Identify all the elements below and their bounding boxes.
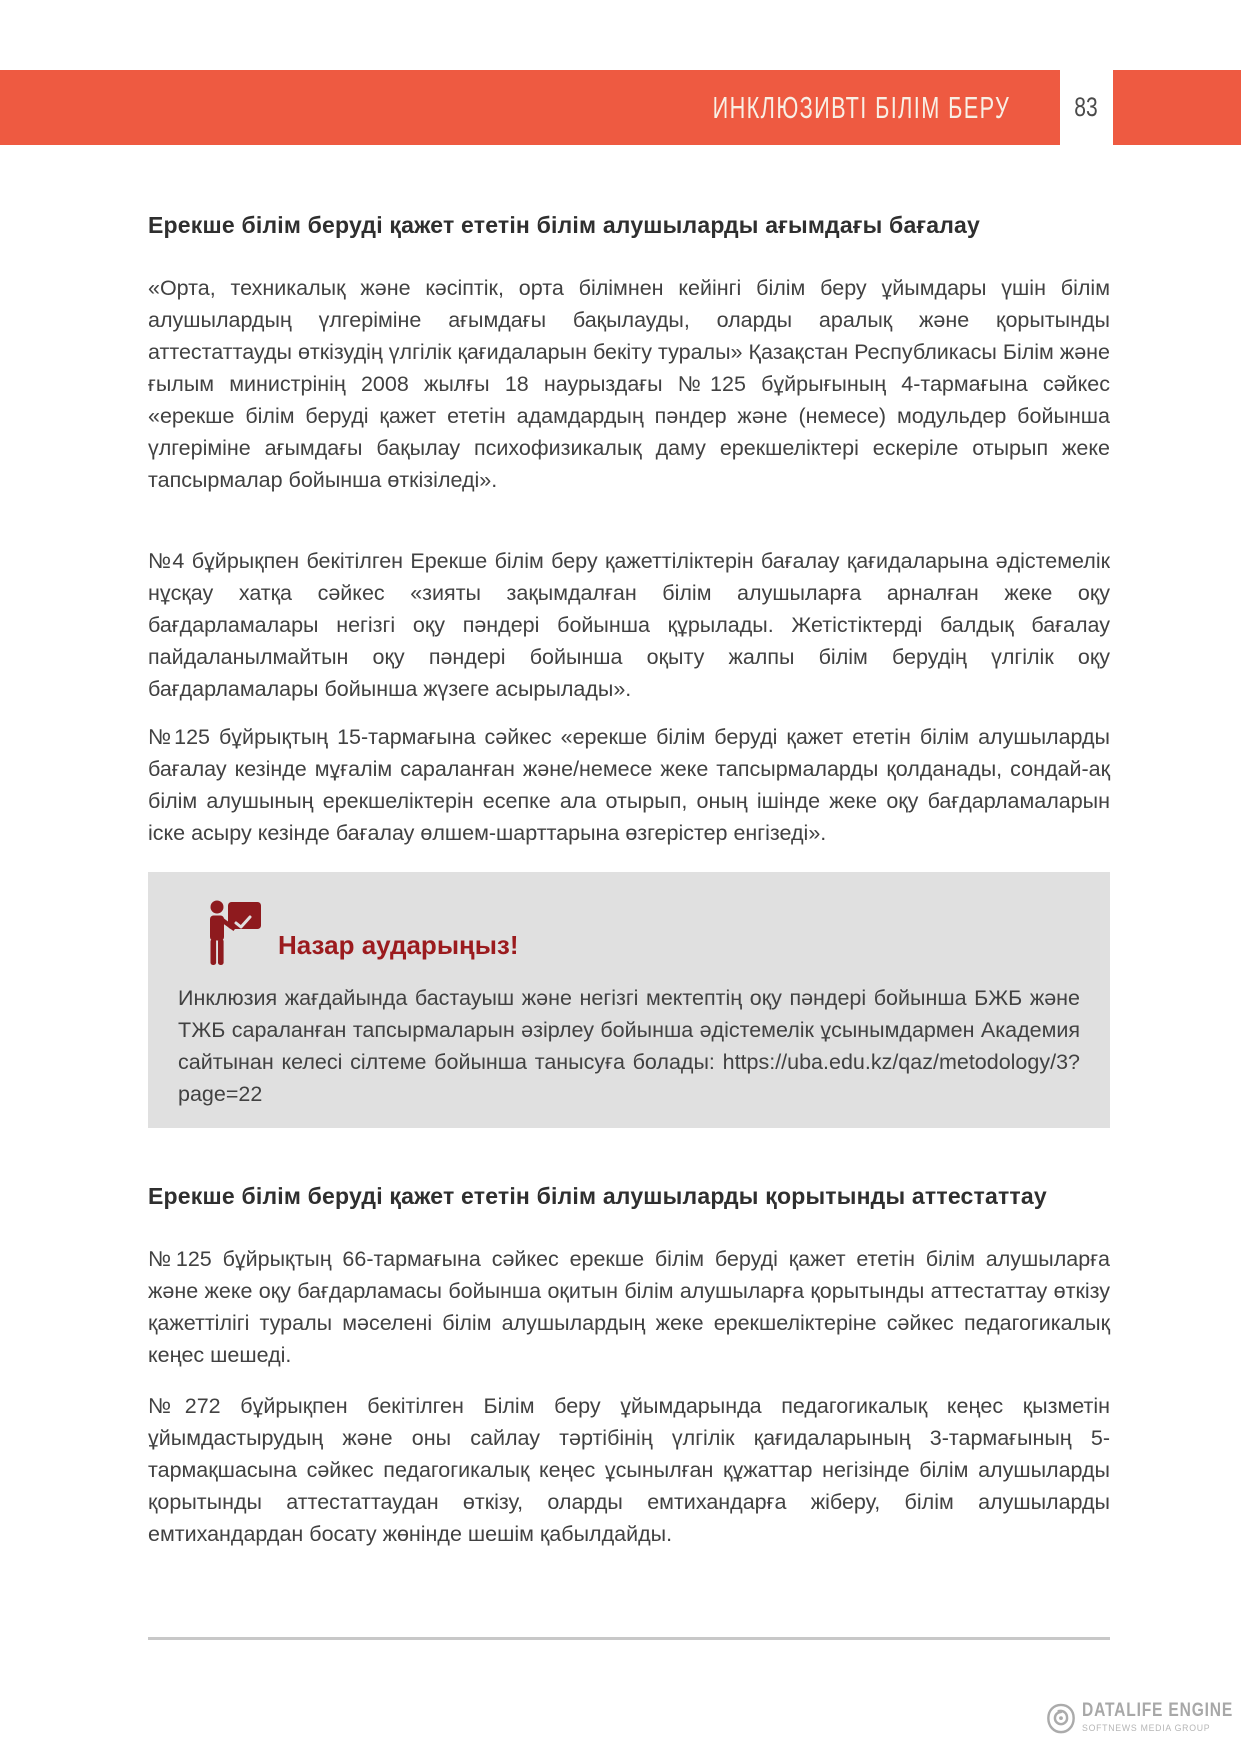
body-paragraph: «Орта, техникалық және кәсіптік, орта білімнен кейінгі білім беру ұйымдары үшін білім алушылардың үлгеріміне ағымдағы бақылауды, оларды аралық және қорытынды аттестаттауды өткізудің үлгілік қағидаларын бекіту туралы» Қазақстан Республикасы Білім және ғылым министрінің 2008 жылғы 18 наурыздағы №125 бұйрығының 4-тармағына сәйкес «ерекше білім беруді қажет ететін адамдардың пәндер және (немесе) модульдер бойынша үлгеріміне ағымдағы бақылау психофизикалық даму ерекшеліктері ескеріле отырып жеке тапсырмалар бойынша өткізіледі». [148, 276, 1110, 492]
footer-logo-subtitle: SOFTNEWS MEDIA GROUP [1082, 1723, 1211, 1734]
datalife-engine-logo-icon [1046, 1702, 1076, 1736]
footer-divider [148, 1637, 1110, 1640]
chapter-title: ИНКЛЮЗИВТІ БІЛІМ БЕРУ [712, 89, 1010, 125]
page-header [0, 70, 1241, 145]
teacher-presenter-icon [205, 900, 261, 966]
header-orange-band [0, 70, 1060, 145]
section-heading-current-assessment: Ерекше білім беруді қажет ететін білім алушыларды ағымдағы бағалау [148, 212, 981, 238]
section-heading-final-attestation: Ерекше білім беруді қажет ететін білім алушыларды қорытынды аттестаттау [148, 1183, 1047, 1209]
datalife-engine-logo [1046, 1701, 1241, 1736]
body-paragraph: №125 бұйрықтың 15-тармағына сәйкес «ерекше білім беруді қажет ететін білім алушыларды бағалау кезінде мұғалім сараланған және/немесе жеке тапсырмаларды қолданады, сондай-ақ білім алушының ерекшеліктерін есепке ала отырып, оның ішінде жеке оқу бағдарламаларын іске асыру кезінде бағалау өлшем-шарттарына өзгерістер енгізеді». [148, 725, 1110, 845]
footer-logo-title: DATALIFE ENGINE [1082, 1700, 1234, 1721]
body-paragraph: №272 бұйрықпен бекітілген Білім беру ұйымдарында педагогикалық кеңес қызметін ұйымдастырудың және оны сайлау тәртібінің үлгілік қағидаларының 3-тармағының 5-тармақшасына сәйкес педагогикалық кеңес ұсынылған құжаттар негізінде білім алушыларды қорытынды аттестаттаудан өткізу, оларды емтихандарға жіберу, білім алушыларды емтихандардан босату жөнінде шешім қабылдайды. [148, 1394, 1110, 1546]
body-paragraph: №125 бұйрықтың 66-тармағына сәйкес ерекше білім беруді қажет ететін білім алушыларға және жеке оқу бағдарламасы бойынша оқитын білім алушыларға қорытынды аттестаттау өткізу қажеттілігі туралы мәселені білім алушылардың жеке ерекшеліктеріне сәйкес педагогикалық кеңес шешеді. [148, 1247, 1110, 1367]
page-number-box [1060, 70, 1113, 145]
footer-logo-text [1082, 1701, 1241, 1734]
callout-body-text: Инклюзия жағдайында бастауыш және негізгі мектептің оқу пәндері бойынша БЖБ және ТЖБ сараланған тапсырмаларын әзірлеу бойынша әдістемелік ұсынымдармен Академия сайтынан келесі сілтеме бойынша танысуға болады: https://uba.edu.kz/qaz/metodology/3?page=22 [178, 986, 1080, 1106]
page-number: 83 [1074, 92, 1099, 122]
callout-title: Назар аударыңыз! [278, 930, 519, 960]
header-orange-band-right [1113, 70, 1241, 145]
body-paragraph: №4 бұйрықпен бекітілген Ерекше білім беру қажеттіліктерін бағалау қағидаларына әдістемелік нұсқау хатқа сәйкес «зияты зақымдалған білім алушыларға арналған жеке оқу бағдарламалары негізгі оқу пәндері бойынша құрылады. Жетістіктерді балдық бағалау пайдаланылмайтын оқу пәндері бойынша оқыту жалпы білім берудің үлгілік оқу бағдарламалары бойынша жүзеге асырылады». [148, 549, 1110, 701]
attention-callout-box [148, 872, 1110, 1128]
